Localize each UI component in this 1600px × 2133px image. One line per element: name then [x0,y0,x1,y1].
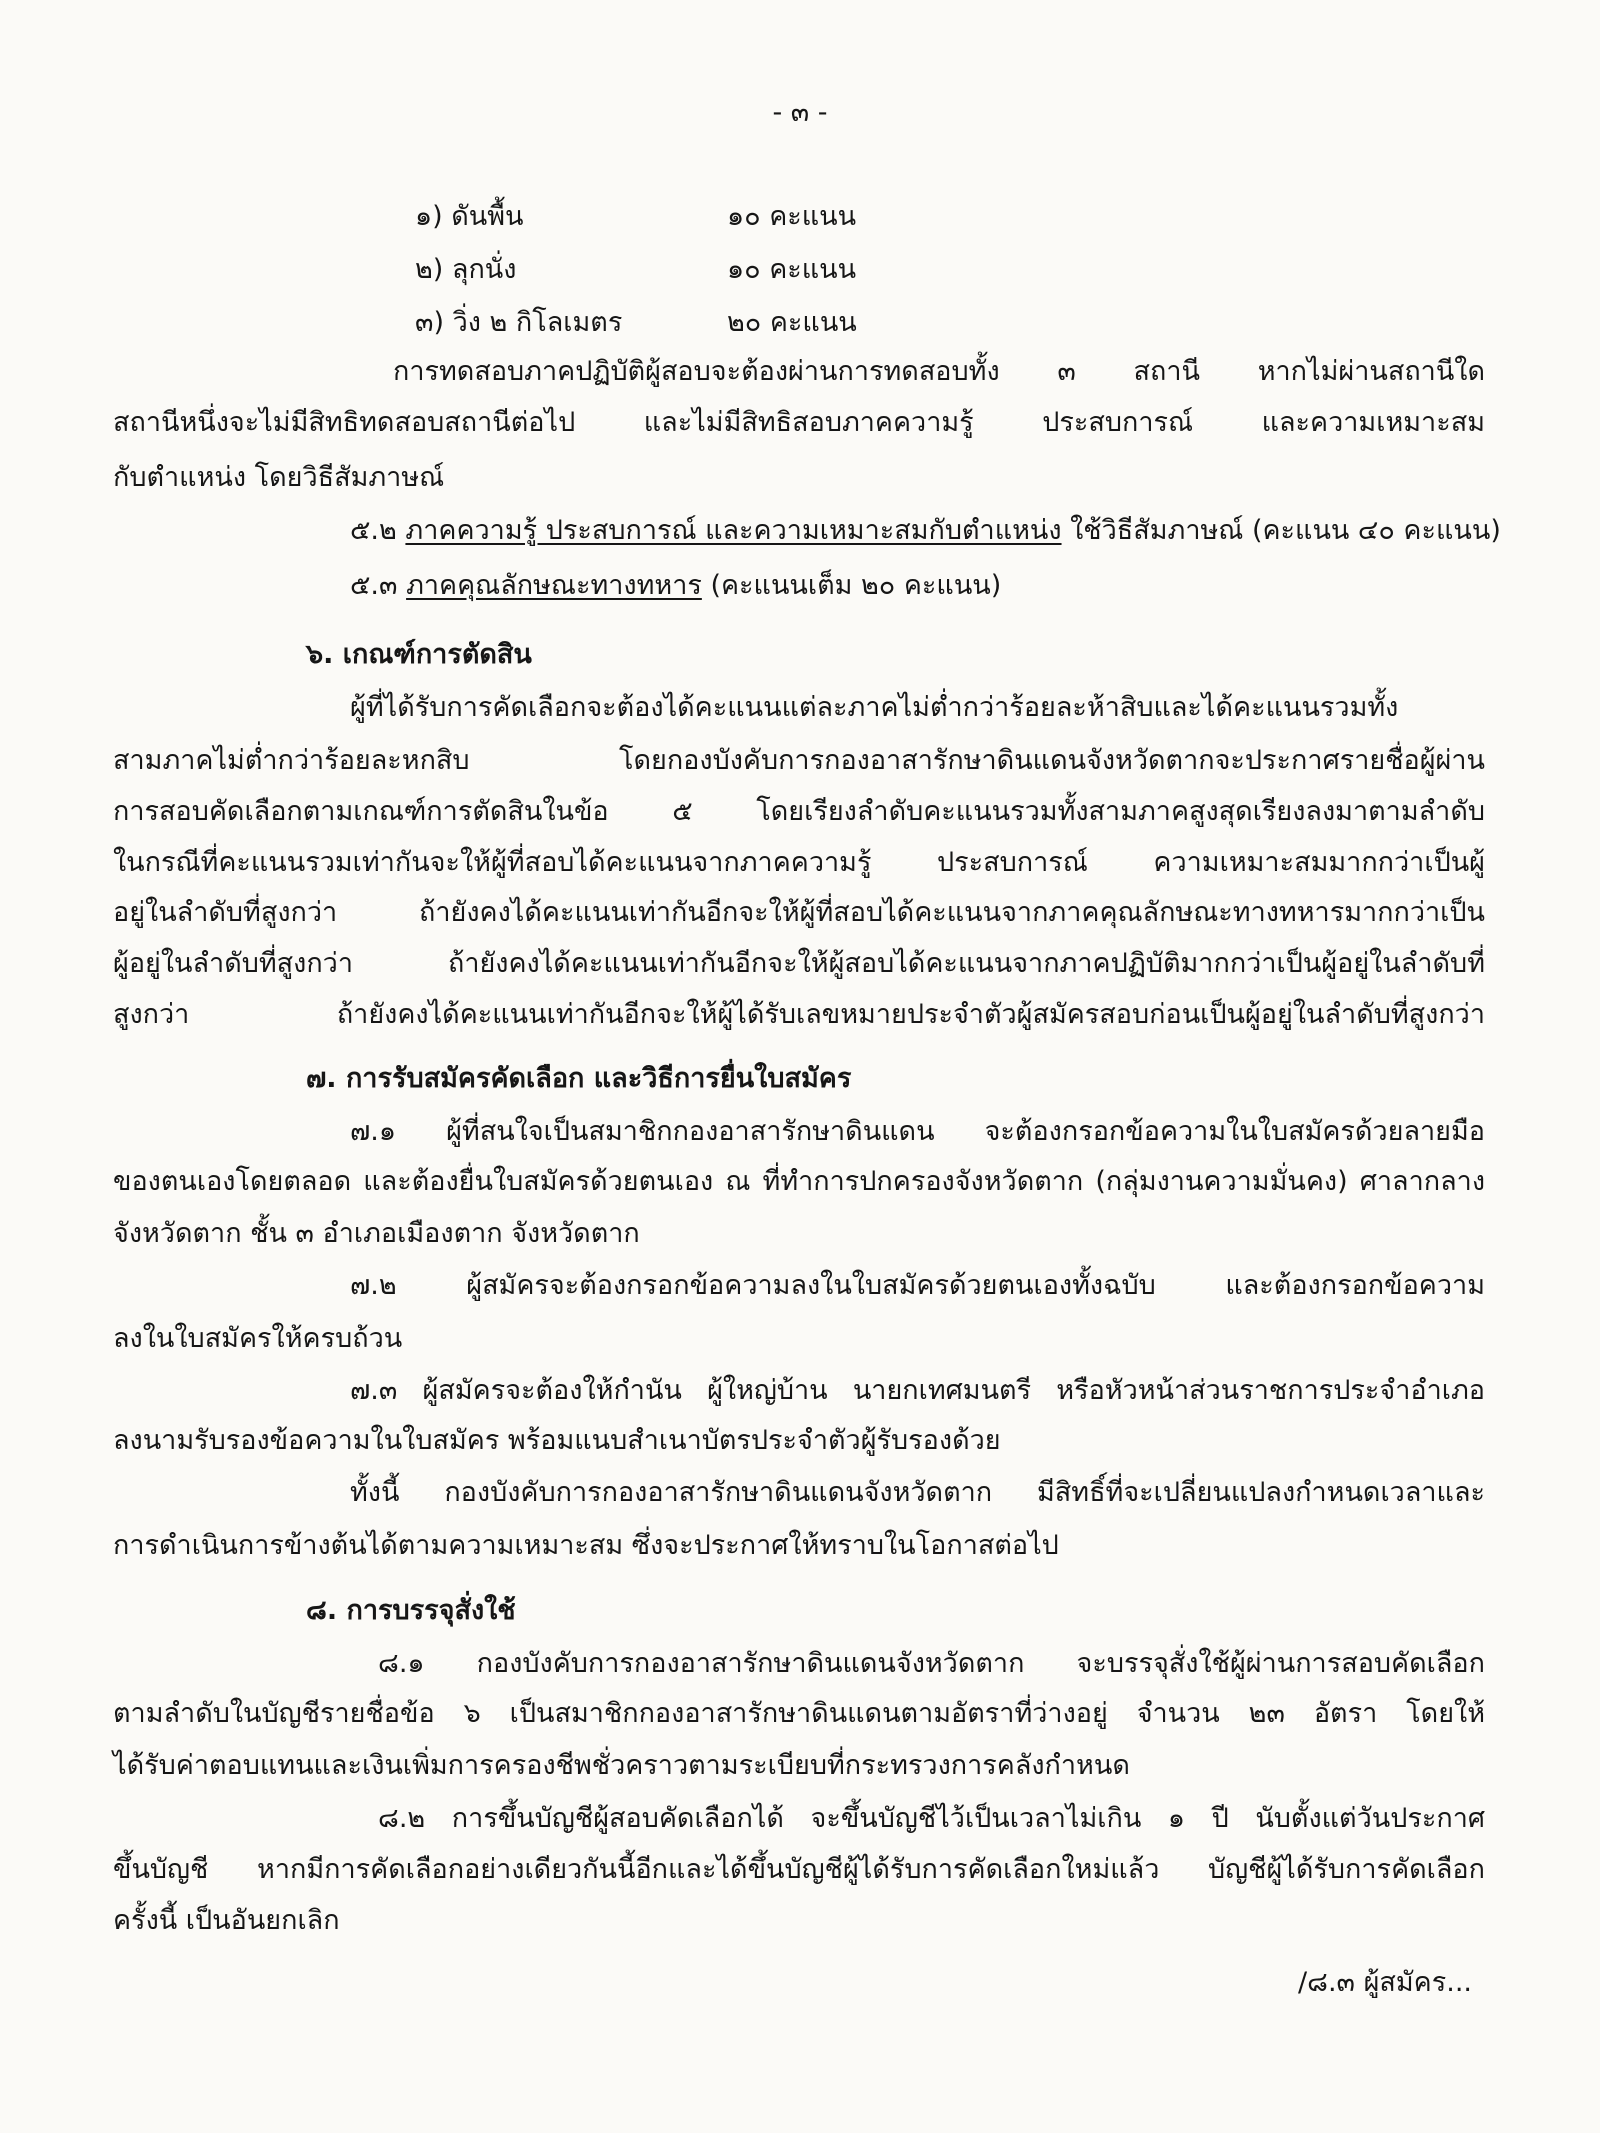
section-8-1-line: ได้รับค่าตอบแทนและเงินเพิ่มการครองชีพชั่วคราวตามระเบียบที่กระทรวงการคลังกำหนด [113,1750,1130,1781]
section-6-line: ผู้ที่ได้รับการคัดเลือกจะต้องได้คะแนนแต่ละภาคไม่ต่ำกว่าร้อยละห้าสิบและได้คะแนนรวมทั้ง [350,692,1399,723]
page-number: - ๓ - [772,97,828,128]
section-7-1-line: ๗.๑ ผู้ที่สนใจเป็นสมาชิกกองอาสารักษาดินแดน จะต้องกรอกข้อความในใบสมัครด้วยลายมือ [350,1116,1485,1147]
item-rest: (คะแนนเต็ม ๒๐ คะแนน) [710,570,1002,601]
section-7-2-line: ๗.๒ ผู้สมัครจะต้องกรอกข้อความลงในใบสมัครด้วยตนเองทั้งฉบับ และต้องกรอกข้อความ [350,1270,1485,1301]
section-7-2-line: ลงในใบสมัครให้ครบถ้วน [113,1323,403,1354]
section-7-1-line: ของตนเองโดยตลอด และต้องยื่นใบสมัครด้วยตนเอง ณ ที่ทำการปกครองจังหวัดตาก (กลุ่มงานความมั่นคง) ศาลากลาง [113,1166,1485,1197]
section-6-line: ผู้อยู่ในลำดับที่สูงกว่า ถ้ายังคงได้คะแนนเท่ากันอีกจะให้ผู้สอบได้คะแนนจากภาคปฏิบัติมากกว่าเป็นผู้อยู่ในลำดับที่ [113,948,1485,979]
section-6-line: สูงกว่า ถ้ายังคงได้คะแนนเท่ากันอีกจะให้ผู้ได้รับเลขหมายประจำตัวผู้สมัครสอบก่อนเป็นผู้อยู่ในลำดับที่สูงกว่า [113,999,1485,1030]
section-7-note-line: ทั้งนี้ กองบังคับการกองอาสารักษาดินแดนจังหวัดตาก มีสิทธิ์ที่จะเปลี่ยนแปลงกำหนดเวลาและ [350,1477,1485,1508]
score-points: ๑๐ คะแนน [727,201,857,232]
item-rest: ใช้วิธีสัมภาษณ์ (คะแนน ๔๐ คะแนน) [1070,515,1501,546]
practical-note-line: กับตำแหน่ง โดยวิธีสัมภาษณ์ [113,462,445,493]
score-item [415,253,1115,287]
item-5-3 [350,569,1001,603]
section-6-line: สามภาคไม่ต่ำกว่าร้อยละหกสิบ โดยกองบังคับการกองอาสารักษาดินแดนจังหวัดตากจะประกาศรายชื่อผู้ผ่าน [113,745,1485,776]
score-label: ๑) ดันพื้น [415,201,524,232]
section-6-line: การสอบคัดเลือกตามเกณฑ์การตัดสินในข้อ ๕ โดยเรียงลำดับคะแนนรวมทั้งสามภาคสูงสุดเรียงลงมาตามลำดับ [113,796,1485,827]
section-8-2-line: ขึ้นบัญชี หากมีการคัดเลือกอย่างเดียวกันนี้อีกและได้ขึ้นบัญชีผู้ได้รับการคัดเลือกใหม่แล้ว บัญชีผู้ได้รับการคัดเลือก [113,1854,1485,1885]
section-7-3-line: ลงนามรับรองข้อความในใบสมัคร พร้อมแนบสำเนาบัตรประจำตัวผู้รับรองด้วย [113,1425,1001,1456]
section-7-3-line: ๗.๓ ผู้สมัครจะต้องให้กำนัน ผู้ใหญ่บ้าน นายกเทศมนตรี หรือหัวหน้าส่วนราชการประจำอำเภอ [350,1375,1485,1406]
score-item [415,200,1115,234]
section-8-2-line: ๘.๒ การขึ้นบัญชีผู้สอบคัดเลือกได้ จะขึ้นบัญชีไว้เป็นเวลาไม่เกิน ๑ ปี นับตั้งแต่วันประกาศ [378,1803,1485,1834]
item-title: ภาคคุณลักษณะทางทหาร [406,570,702,601]
section-6-line: อยู่ในลำดับที่สูงกว่า ถ้ายังคงได้คะแนนเท่ากันอีกจะให้ผู้ที่สอบได้คะแนนจากภาคคุณลักษณะทางทหารมากกว่าเป็น [113,897,1485,928]
item-number: ๕.๓ [350,570,398,601]
section-8-1-line: ๘.๑ กองบังคับการกองอาสารักษาดินแดนจังหวัดตาก จะบรรจุสั่งใช้ผู้ผ่านการสอบคัดเลือก [378,1648,1485,1679]
score-label: ๒) ลุกนั่ง [415,254,517,285]
score-item [415,306,1115,340]
section-6-heading: ๖. เกณฑ์การตัดสิน [306,639,532,670]
item-title: ภาคความรู้ ประสบการณ์ และความเหมาะสมกับตำแหน่ง [405,515,1062,546]
practical-note-line: การทดสอบภาคปฏิบัติผู้สอบจะต้องผ่านการทดสอบทั้ง ๓ สถานี หากไม่ผ่านสถานีใด [393,356,1485,387]
section-8-2-line: ครั้งนี้ เป็นอันยกเลิก [113,1905,340,1936]
section-7-1-line: จังหวัดตาก ชั้น ๓ อำเภอเมืองตาก จังหวัดตาก [113,1218,640,1249]
section-7-note-line: การดำเนินการข้างต้นได้ตามความเหมาะสม ซึ่งจะประกาศให้ทราบในโอกาสต่อไป [113,1530,1059,1561]
score-label: ๓) วิ่ง ๒ กิโลเมตร [415,307,623,338]
section-8-1-line: ตามลำดับในบัญชีรายชื่อข้อ ๖ เป็นสมาชิกกองอาสารักษาดินแดนตามอัตราที่ว่างอยู่ จำนวน ๒๓ อัตรา โดยให้ [113,1698,1485,1729]
section-6-line: ในกรณีที่คะแนนรวมเท่ากันจะให้ผู้ที่สอบได้คะแนนจากภาคความรู้ ประสบการณ์ ความเหมาะสมมากกว่าเป็นผู้ [113,847,1485,878]
continuation-marker: /๘.๓ ผู้สมัคร... [1298,1967,1472,1998]
score-points: ๒๐ คะแนน [727,307,857,338]
item-5-2 [350,514,1501,548]
section-8-heading: ๘. การบรรจุสั่งใช้ [306,1595,516,1626]
item-number: ๕.๒ [350,515,397,546]
score-points: ๑๐ คะแนน [727,254,857,285]
practical-note-line: สถานีหนึ่งจะไม่มีสิทธิทดสอบสถานีต่อไป และไม่มีสิทธิสอบภาคความรู้ ประสบการณ์ และความเหมาะสม [113,407,1485,438]
section-7-heading: ๗. การรับสมัครคัดเลือก และวิธีการยื่นใบสมัคร [306,1063,852,1094]
